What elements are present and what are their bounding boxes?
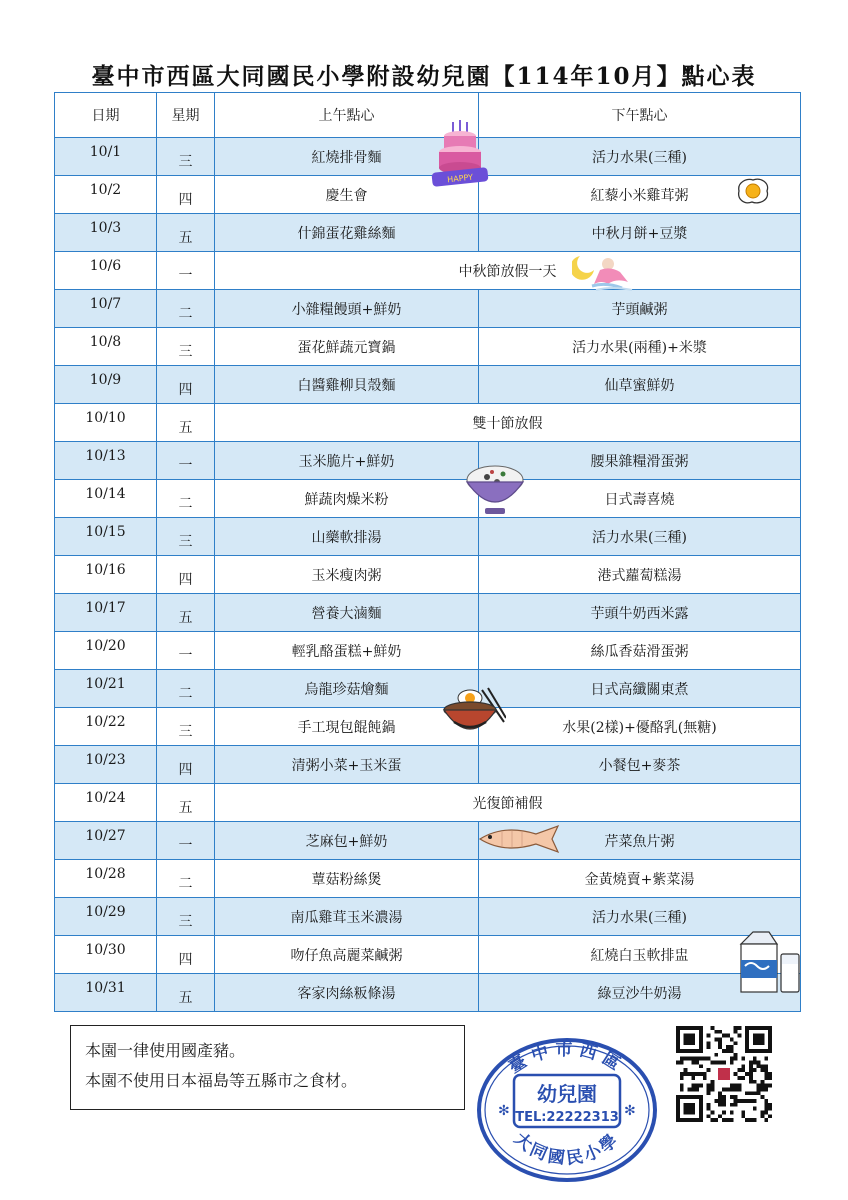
pm-snack-cell: 活力水果(三種) [479,898,801,936]
header-weekday: 星期 [157,93,215,138]
fish-icon [474,822,562,856]
pm-snack-cell: 絲瓜香菇滑蛋粥 [479,632,801,670]
table-row [55,708,801,746]
holiday-cell: 中秋節放假一天 [215,252,801,290]
weekday-cell: 二 [157,480,215,518]
pm-snack-cell: 日式壽喜燒 [479,480,801,518]
note-line: 本園不使用日本福島等五縣市之食材。 [85,1071,358,1090]
pm-snack-cell: 活力水果(兩種)+米漿 [479,328,801,366]
am-snack-cell: 紅燒排骨麵 [215,138,479,176]
weekday-cell: 五 [157,594,215,632]
table-row [55,404,801,442]
school-stamp [474,1033,660,1183]
weekday-cell: 一 [157,632,215,670]
date-cell: 10/22 [55,708,157,746]
snack-menu-table [54,92,801,1012]
stamp-star-icon: ✻ [624,1103,636,1119]
weekday-cell: 五 [157,214,215,252]
table-row [55,974,801,1012]
date-cell: 10/3 [55,214,157,252]
table-row [55,556,801,594]
stamp-bottom-text: 大同國民小學 [510,1129,624,1170]
page-title: 臺中市西區大同國民小學附設幼兒園【114年10月】點心表 [91,63,757,90]
notes-box [70,1025,465,1110]
pm-snack-cell: 芋頭牛奶西米露 [479,594,801,632]
weekday-cell: 二 [157,670,215,708]
table-row [55,822,801,860]
header-am: 上午點心 [215,93,479,138]
weekday-cell: 五 [157,784,215,822]
table-row [55,594,801,632]
am-snack-cell: 南瓜雞茸玉米濃湯 [215,898,479,936]
date-cell: 10/7 [55,290,157,328]
am-snack-cell: 清粥小菜+玉米蛋 [215,746,479,784]
date-cell: 10/29 [55,898,157,936]
weekday-cell: 四 [157,936,215,974]
weekday-cell: 五 [157,974,215,1012]
stamp-tel-text: TEL:22222313 [515,1110,619,1125]
header-date: 日期 [55,93,157,138]
header-pm: 下午點心 [479,93,801,138]
weekday-cell: 四 [157,176,215,214]
birthday-cake-icon [430,120,490,188]
table-row [55,860,801,898]
pm-snack-cell: 日式高纖關東煮 [479,670,801,708]
am-snack-cell: 蛋花鮮蔬元寶鍋 [215,328,479,366]
am-snack-cell: 小雜糧饅頭+鮮奶 [215,290,479,328]
svg-text:大同國民小學 [510,1128,624,1169]
date-cell: 10/8 [55,328,157,366]
pm-snack-cell: 仙草蜜鮮奶 [479,366,801,404]
pm-snack-cell: 芋頭鹹粥 [479,290,801,328]
weekday-cell: 五 [157,404,215,442]
date-cell: 10/15 [55,518,157,556]
table-header-row [55,93,801,138]
weekday-cell: 三 [157,518,215,556]
weekday-cell: 四 [157,556,215,594]
table-row [55,518,801,556]
date-cell: 10/2 [55,176,157,214]
am-snack-cell: 玉米瘦肉粥 [215,556,479,594]
stamp-star-icon: ✻ [498,1103,510,1119]
milk-carton-icon [735,930,803,996]
weekday-cell: 四 [157,366,215,404]
table-row [55,632,801,670]
moon-fairy-icon [572,252,636,292]
date-cell: 10/9 [55,366,157,404]
date-cell: 10/10 [55,404,157,442]
table-row [55,670,801,708]
am-snack-cell: 白醬雞柳貝殼麵 [215,366,479,404]
date-cell: 10/30 [55,936,157,974]
table-row [55,936,801,974]
table-row [55,252,801,290]
weekday-cell: 三 [157,328,215,366]
am-snack-cell: 手工現包餛飩鍋 [215,708,479,746]
pm-snack-cell: 紅藜小米雞茸粥 [479,176,801,214]
holiday-cell: 光復節補假 [215,784,801,822]
date-cell: 10/6 [55,252,157,290]
weekday-cell: 一 [157,442,215,480]
svg-text:臺中市西區 [505,1039,629,1078]
table-row [55,366,801,404]
am-snack-cell: 鮮蔬肉燥米粉 [215,480,479,518]
table-row [55,746,801,784]
pm-snack-cell: 活力水果(三種) [479,138,801,176]
weekday-cell: 三 [157,898,215,936]
pm-snack-cell: 金黃燒賣+紫菜湯 [479,860,801,898]
table-body [55,138,801,1012]
am-snack-cell: 輕乳酪蛋糕+鮮奶 [215,632,479,670]
weekday-cell: 三 [157,708,215,746]
rice-bowl-icon [463,460,527,518]
qr-code-icon[interactable] [676,1026,772,1122]
date-cell: 10/31 [55,974,157,1012]
holiday-cell: 雙十節放假 [215,404,801,442]
pm-snack-cell: 綠豆沙牛奶湯 [479,974,801,1012]
date-cell: 10/16 [55,556,157,594]
date-cell: 10/28 [55,860,157,898]
am-snack-cell: 營養大滷麵 [215,594,479,632]
date-cell: 10/23 [55,746,157,784]
am-snack-cell: 烏龍珍菇燴麵 [215,670,479,708]
pm-snack-cell: 腰果雜糧滑蛋粥 [479,442,801,480]
am-snack-cell: 客家肉絲粄條湯 [215,974,479,1012]
stamp-top-text: 臺中市西區 [505,1040,629,1078]
am-snack-cell: 山藥軟排湯 [215,518,479,556]
weekday-cell: 四 [157,746,215,784]
table-row [55,214,801,252]
date-cell: 10/27 [55,822,157,860]
date-cell: 10/20 [55,632,157,670]
pm-snack-cell: 活力水果(三種) [479,518,801,556]
am-snack-cell: 玉米脆片+鮮奶 [215,442,479,480]
table-row [55,480,801,518]
weekday-cell: 三 [157,138,215,176]
table-row [55,328,801,366]
table-row [55,898,801,936]
am-snack-cell: 蕈菇粉絲煲 [215,860,479,898]
date-cell: 10/1 [55,138,157,176]
note-line: 本園一律使用國產豬。 [85,1041,246,1060]
am-snack-cell: 芝麻包+鮮奶 [215,822,479,860]
table-row [55,442,801,480]
weekday-cell: 一 [157,252,215,290]
table-row [55,138,801,176]
weekday-cell: 一 [157,822,215,860]
pm-snack-cell: 紅燒白玉軟排盅 [479,936,801,974]
weekday-cell: 二 [157,860,215,898]
weekday-cell: 二 [157,290,215,328]
svg-text:HAPPY: HAPPY [446,172,474,185]
am-snack-cell: 吻仔魚高麗菜鹹粥 [215,936,479,974]
noodle-bowl-icon [440,684,506,744]
pm-snack-cell: 小餐包+麥茶 [479,746,801,784]
fried-egg-icon [735,176,771,206]
date-cell: 10/17 [55,594,157,632]
pm-snack-cell: 水果(2樣)+優酪乳(無糖) [479,708,801,746]
stamp-center-text: 幼兒園 [537,1082,597,1106]
date-cell: 10/14 [55,480,157,518]
pm-snack-cell: 港式蘿蔔糕湯 [479,556,801,594]
table-row [55,290,801,328]
table-row [55,784,801,822]
date-cell: 10/24 [55,784,157,822]
pm-snack-cell: 芹菜魚片粥 [479,822,801,860]
am-snack-cell: 慶生會 [215,176,479,214]
am-snack-cell: 什錦蛋花雞絲麵 [215,214,479,252]
table-row [55,176,801,214]
pm-snack-cell: 中秋月餅+豆漿 [479,214,801,252]
date-cell: 10/13 [55,442,157,480]
date-cell: 10/21 [55,670,157,708]
